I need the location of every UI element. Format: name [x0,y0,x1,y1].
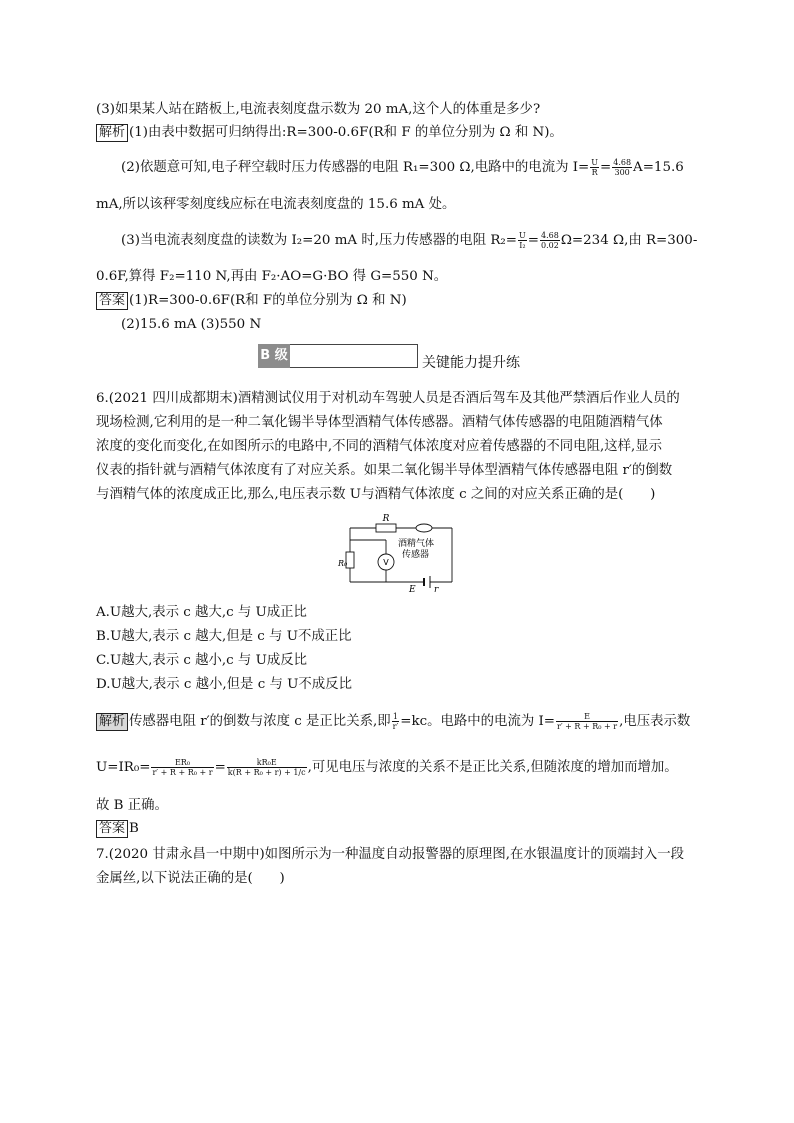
analysis-2-line-3: 故 B 正确。 [96,798,168,813]
fraction-voltage-k: $\frac{\text{kR₀E}}{\text{k(R + R₀ + r) + 1/c}}$ [227,758,306,777]
answer-tag: 答案 [96,820,128,838]
fraction-u-over-r: $\frac{U}{R}$ [591,158,598,177]
sensor-element [416,524,432,532]
option-a: A.U越大,表示 c 越大,c 与 U成正比 [96,605,307,620]
answer-1-line-2: (2)15.6 mA (3)550 N [121,317,262,332]
analysis-2-line-2: U=IR₀= $\frac{\text{ER₀}}{\text{r′ + R + R₀ + r}}$ = $\frac{\text{kR₀E}}{\text{k(R + R₀ + r) + 1/c}}$ ,可见电压与浓度的关系不是正比关系,但随浓度的增加而增加。 [96,758,678,777]
analysis-1-line-4: (3)当电流表刻度盘的读数为 I₂=20 mA 时,压力传感器的电阻 R₂= $\frac{U}{\text{I₂}}$ = $\frac{4.68}{0.02}$ Ω=234 Ω,由 R=300- [121,231,698,250]
label-e: E [409,585,416,595]
question-7-line-1: 7.(2020 甘肃永昌一中期中)如图所示为一种温度自动报警器的原理图,在水银温度计的顶端封入一段 [96,847,685,862]
question-6-line-4: 仪表的指针就与酒精气体浓度有了对应关系。如果二氧化锡半导体型酒精气体传感器电阻 r′的倒数 [96,463,673,478]
fraction-value: $\frac{4.68}{300}$ [613,158,632,177]
question-6-line-1: 6.(2021 四川成都期末)酒精测试仪用于对机动车驾驶人员是否酒后驾车及其他严禁酒后作业人员的 [96,391,680,406]
option-d: D.U越大,表示 c 越小,但是 c 与 U不成反比 [96,677,352,692]
fraction-current: $\frac{E}{\text{r′ + R + R₀ + r}}$ [557,712,618,731]
answer-tag: 答案 [96,292,128,310]
analysis-1-line-2: (2)依题意可知,电子秤空载时压力传感器的电阻 R₁=300 Ω,电路中的电流为 I= $\frac{U}{R}$ = $\frac{4.68}{300}$ A=15.6 [121,158,684,177]
analysis-1-line-5: 0.6F,算得 F₂=110 N,再由 F₂·AO=G·BO 得 G=550 N。 [96,269,448,284]
label-sensor-1: 酒精气体 [398,539,435,549]
label-v: V [383,558,389,567]
option-c: C.U越大,表示 c 越小,c 与 U成反比 [96,653,308,668]
label-sensor-2: 传感器 [402,550,430,560]
answer-1-line-1: 答案 (1)R=300-0.6F(R和 F的单位分别为 Ω 和 N) [96,292,407,310]
section-header-box [258,344,418,368]
question-6-line-2: 现场检测,它利用的是一种二氧化锡半导体型酒精气体传感器。酒精气体传感器的电阻随酒精气体 [96,415,663,430]
option-b: B.U越大,表示 c 越大,但是 c 与 U不成正比 [96,629,352,644]
answer-2: 答案 B [96,820,139,838]
fraction-u-over-i2: $\frac{U}{\text{I₂}}$ [519,231,526,250]
analysis-1-line-1: 解析 (1)由表中数据可归纳得出:R=300-0.6F(R和 F 的单位分别为 Ω 和 N)。 [96,124,563,142]
analysis-1-line-3: mA,所以该秤零刻度线应标在电流表刻度盘的 15.6 mA 处。 [96,197,456,212]
label-r-internal: r [434,585,439,595]
label-r0: R₀ [338,559,348,568]
analysis-2-line-1: 解析 传感器电阻 r′的倒数与浓度 c 是正比关系,即 $\frac{1}{r'}$ =kc。电路中的电流为 I= $\frac{E}{\text{r′ + R + R₀ + r}}$ ,电压表示数 [96,712,690,731]
fraction-voltage: $\frac{\text{ER₀}}{\text{r′ + R + R₀ + r}}$ [152,758,213,777]
circuit-diagram [338,510,460,595]
resistor-r [376,524,396,532]
question-3: (3)如果某人站在踏板上,电流表刻度盘示数为 20 mA,这个人的体重是多少? [96,102,541,117]
label-r: R [382,514,390,524]
fraction-value: $\frac{4.68}{0.02}$ [541,231,559,250]
question-7-line-2: 金属丝,以下说法正确的是( ) [96,871,285,886]
question-6-line-3: 浓度的变化而变化,在如图所示的电路中,不同的酒精气体浓度对应着传感器的不同电阻,这样,显示 [96,439,663,454]
section-title: 关键能力提升练 [422,355,520,371]
analysis-tag: 解析 [96,124,128,142]
analysis-tag: 解析 [96,713,128,731]
fraction-1-over-r: $\frac{1}{r'}$ [392,712,399,731]
section-level-label: B 级 [258,344,290,368]
question-6-line-5: 与酒精气体的浓度成正比,那么,电压表示数 U与酒精气体浓度 c 之间的对应关系正确的是( ) [96,487,656,502]
